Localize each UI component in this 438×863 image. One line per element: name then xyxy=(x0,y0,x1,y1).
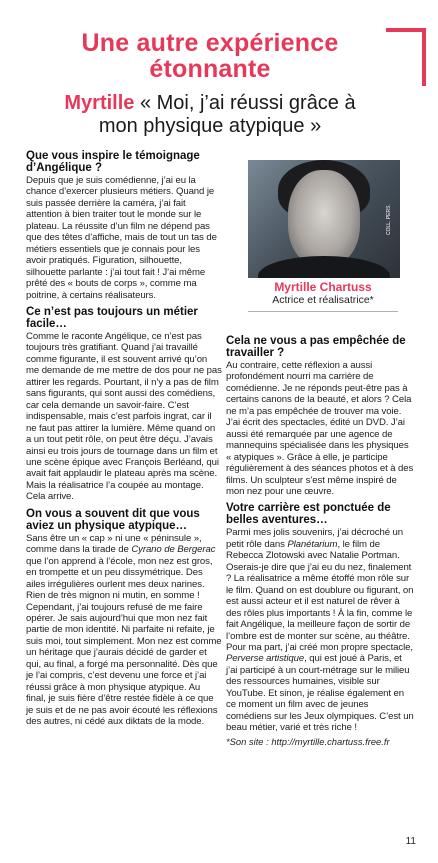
body-text: , le film de Rebecca Zlotowski avec Natalie Portman. Oserais-je dire que j’ai eu du nez, finalement ? La réalisatrice a même étoffé mon rôle sur le film. Quand on est doublure ou figurant, on est aussi acteur et il est naturel de rêver à des rôles plus importants ! À la fin, comme le fait Angélique, la meilleure façon de sortir de l’ombre est de monter sur scène, au théâtre. Pour ma part, j’ai créé mon propre spectacle, xyxy=(226,538,414,653)
photo-credit: COLL. PERS. xyxy=(386,204,392,235)
corner-accent-vertical xyxy=(422,28,426,86)
photo-face xyxy=(288,170,360,266)
section-heading: Que vous inspire le témoignage d’Angélique ? xyxy=(26,150,200,174)
section-heading: Votre carrière est ponctuée de belles aventures… xyxy=(226,502,391,527)
page-number: 11 xyxy=(405,836,416,847)
body-text: que l’on apprend à l’école, mon nez est gros, en trompette et un peu dissymétrique. Des ailes irrégulières ourlent mes deux narines. Rien de très mignon ni mutin, en somme ! Cependant, j’ai toujours refusé de me faire opérer. Je sais aujourd’hui que mon nez fait partie de mon identité. Ni parfaite ni refaite, je suis moi, tout simplement. Mon nez est comme un héritage que j’aurais décidé de garder et qui, au final, a forgé ma personnalité. Dès que je l’ai compris, c’est devenu une force et j’ai réussi grâce à mon physique atypique. Au final, je suis fière d’être restée fidèle à ce que je suis et de ne pas avoir écouté les réflexions des autres, ni cédé aux diktats de la mode. xyxy=(26,555,222,728)
section-carriere xyxy=(226,335,414,497)
section-body: Au contraire, cette réflexion a aussi profondément nourri ma carrière de comédienne. Je ne réponds peut-être pas à certains canons de la beauté, et alors ? Cela ne m’a pas empêchée de trouver ma voie. J’ai écrit des spectacles, édité un DVD. J’ai aussi été remarquée par une agence de mannequins spécialisée dans les physiques « atypiques ». Grâce à elle, je participe régulièrement à des séances photos et à des films. Un sculpteur s’est même inspiré de mon nez pour une œuvre. xyxy=(226,360,414,497)
section-body: Comme le raconte Angélique, ce n’est pas toujours très gratifiant. Quand j’ai travaillé comme figurante, il est souvent arrivé qu’on me demande de me mettre de dos pour ne pas attirer les regards. Pourtant, il n’y a pas de film sans figurants, qui sont aussi des comédiens, car cela demande un savoir-faire. C’est indispensable, mais c’est parfois ingrat, car il ne faut pas attirer la lumière. Même quand on a un tout petit rôle, on peut être déçu. J’avais ainsi eu trois jours de tournage dans un film et une scène épique avec François Berléand, qui avait fait applaudir le plateau après ma scène. Mais la réalisatrice l’a coupée au montage. Cela arrive. xyxy=(26,330,222,503)
section-heading: Cela ne vous a pas empêchée de travailler ? xyxy=(226,335,406,359)
section-heading: Ce n’est pas toujours un métier facile… xyxy=(26,305,198,330)
section-heading: On vous a souvent dit que vous aviez un physique atypique… xyxy=(26,507,200,532)
caption-role: Actrice et réalisatrice* xyxy=(272,294,374,306)
caption-name: Myrtille Chartuss xyxy=(274,280,372,294)
body-italic: Planétarium xyxy=(287,538,338,550)
page-title: Une autre expérience étonnante xyxy=(81,29,339,83)
body-italic: Perverse artistique xyxy=(226,653,305,665)
photo-caption xyxy=(232,280,414,312)
quote-name: Myrtille xyxy=(64,92,135,114)
section-metier-facile xyxy=(26,306,222,503)
body-text: , qui est joué à Paris, et j’ai participé à un court-métrage sur le milieu des ressources humaines, visible sur YouTube. Et sinon, je réalise également en ce moment un film avec de jeunes comédiens sur les Jeux olympiques. C’est un beau métier, varié et très riche ! xyxy=(226,653,414,734)
section-body xyxy=(226,527,414,733)
right-column xyxy=(226,335,414,752)
body-italic: Cyrano de Bergerac xyxy=(131,544,216,556)
section-aventures xyxy=(226,502,414,746)
quote-text: « Moi, j’ai réussi grâce à mon physique atypique » xyxy=(98,92,356,137)
pull-quote xyxy=(60,92,360,138)
caption-divider xyxy=(248,311,398,312)
portrait-photo xyxy=(248,160,400,278)
section-body: Depuis que je suis comédienne, j’ai eu la chance d’exercer plusieurs métiers. Quand je suis passée derrière la caméra, j’ai fait attention à bien traiter tout le monde sur le plateau. La réussite d’un film ne dépend pas que des têtes d’affiche, mais de tout un tas de métiers essentiels que je connais pour les avoir pratiqués. Figuration, silhouette, silhouette parlante : j’ai tout fait ! J’ai même prêté des « bouts de corps », comme ma poitrine, à certains réalisateurs. xyxy=(26,175,217,301)
body-text: Parmi mes jolis souvenirs, j’ai décroché un petit rôle dans xyxy=(226,527,403,550)
website-note: *Son site : http://myrtille.chartuss.free.fr xyxy=(226,735,390,747)
left-column xyxy=(26,150,222,732)
body-text: Sans être un « cap » ni une « péninsule », comme dans la tirade de xyxy=(26,532,202,556)
corner-accent-horizontal xyxy=(386,28,426,32)
section-temoignage xyxy=(26,150,222,301)
section-body xyxy=(26,533,222,728)
photo-shoulders xyxy=(258,256,390,278)
section-physique-atypique xyxy=(26,508,222,728)
